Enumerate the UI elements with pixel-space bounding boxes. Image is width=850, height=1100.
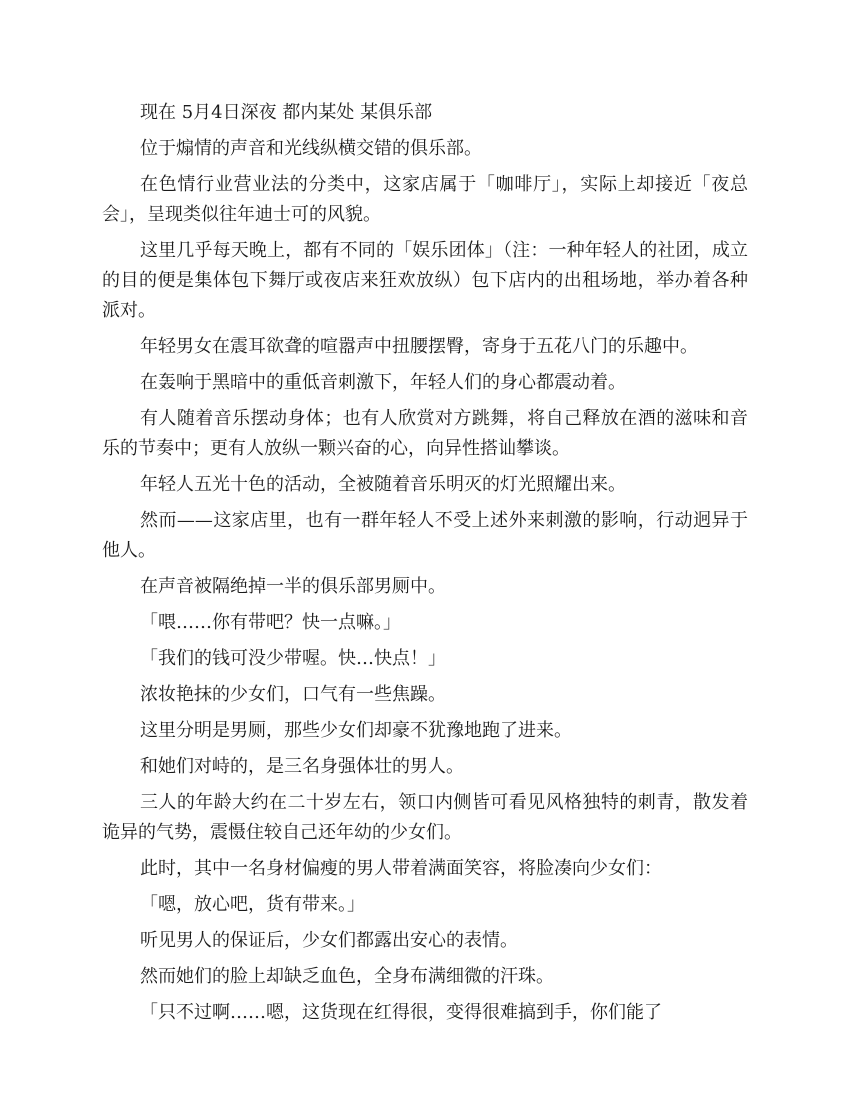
dialogue-line: 「只不过啊……嗯，这货现在红得很，变得很难搞到手，你们能了: [140, 1002, 662, 1023]
paragraph: 有人随着音乐摆动身体；也有人欣赏对方跳舞，将自己释放在酒的滋味和音乐的节奏中；更有人放纵一颗兴奋的心，向异性搭讪攀谈。: [102, 408, 748, 459]
dialogue-line: 「嗯，放心吧，货有带来。」: [140, 894, 365, 915]
paragraph: 听见男人的保证后，少女们都露出安心的表情。: [140, 930, 518, 951]
paragraph: 这里几乎每天晚上，都有不同的「娱乐团体」（注：一种年轻人的社团，成立的目的便是集体包下舞厅或夜店来狂欢放纵）包下店内的出租场地，举办着各种派对。: [102, 240, 748, 321]
paragraph: 此时，其中一名身材偏瘦的男人带着满面笑容，将脸凑向少女们：: [140, 858, 662, 879]
text-body: [102, 98, 748, 1034]
paragraph: 然而——这家店里，也有一群年轻人不受上述外来刺激的影响，行动迥异于他人。: [102, 510, 748, 561]
paragraph: 在轰响于黑暗中的重低音刺激下，年轻人们的身心都震动着。: [140, 372, 626, 393]
paragraph: 这里分明是男厕，那些少女们却豪不犹豫地跑了进来。: [140, 720, 572, 741]
dialogue-line: 「我们的钱可没少带喔。快…快点！」: [140, 648, 446, 669]
paragraph: 年轻男女在震耳欲聋的喧嚣声中扭腰摆臀，寄身于五花八门的乐趣中。: [140, 336, 698, 357]
paragraph: 在色情行业营业法的分类中，这家店属于「咖啡厅」，实际上却接近「夜总会」，呈现类似往年迪士可的风貌。: [102, 174, 748, 225]
paragraph: 位于煽情的声音和光线纵横交错的俱乐部。: [140, 138, 482, 159]
paragraph: 现在 5月4日深夜 都内某处 某俱乐部: [140, 102, 433, 123]
paragraph: 在声音被隔绝掉一半的俱乐部男厕中。: [140, 576, 446, 597]
dialogue-line: 「喂……你有带吧？快一点嘛。」: [140, 612, 401, 633]
paragraph: 浓妆艳抹的少女们，口气有一些焦躁。: [140, 684, 446, 705]
paragraph: 年轻人五光十色的活动，全被随着音乐明灭的灯光照耀出来。: [140, 474, 626, 495]
paragraph: 和她们对峙的，是三名身强体壮的男人。: [140, 756, 464, 777]
paragraph: 三人的年龄大约在二十岁左右，领口内侧皆可看见风格独特的刺青，散发着诡异的气势，震慑住较自己还年幼的少女们。: [102, 792, 748, 843]
paragraph: 然而她们的脸上却缺乏血色，全身布满细微的汗珠。: [140, 966, 554, 987]
